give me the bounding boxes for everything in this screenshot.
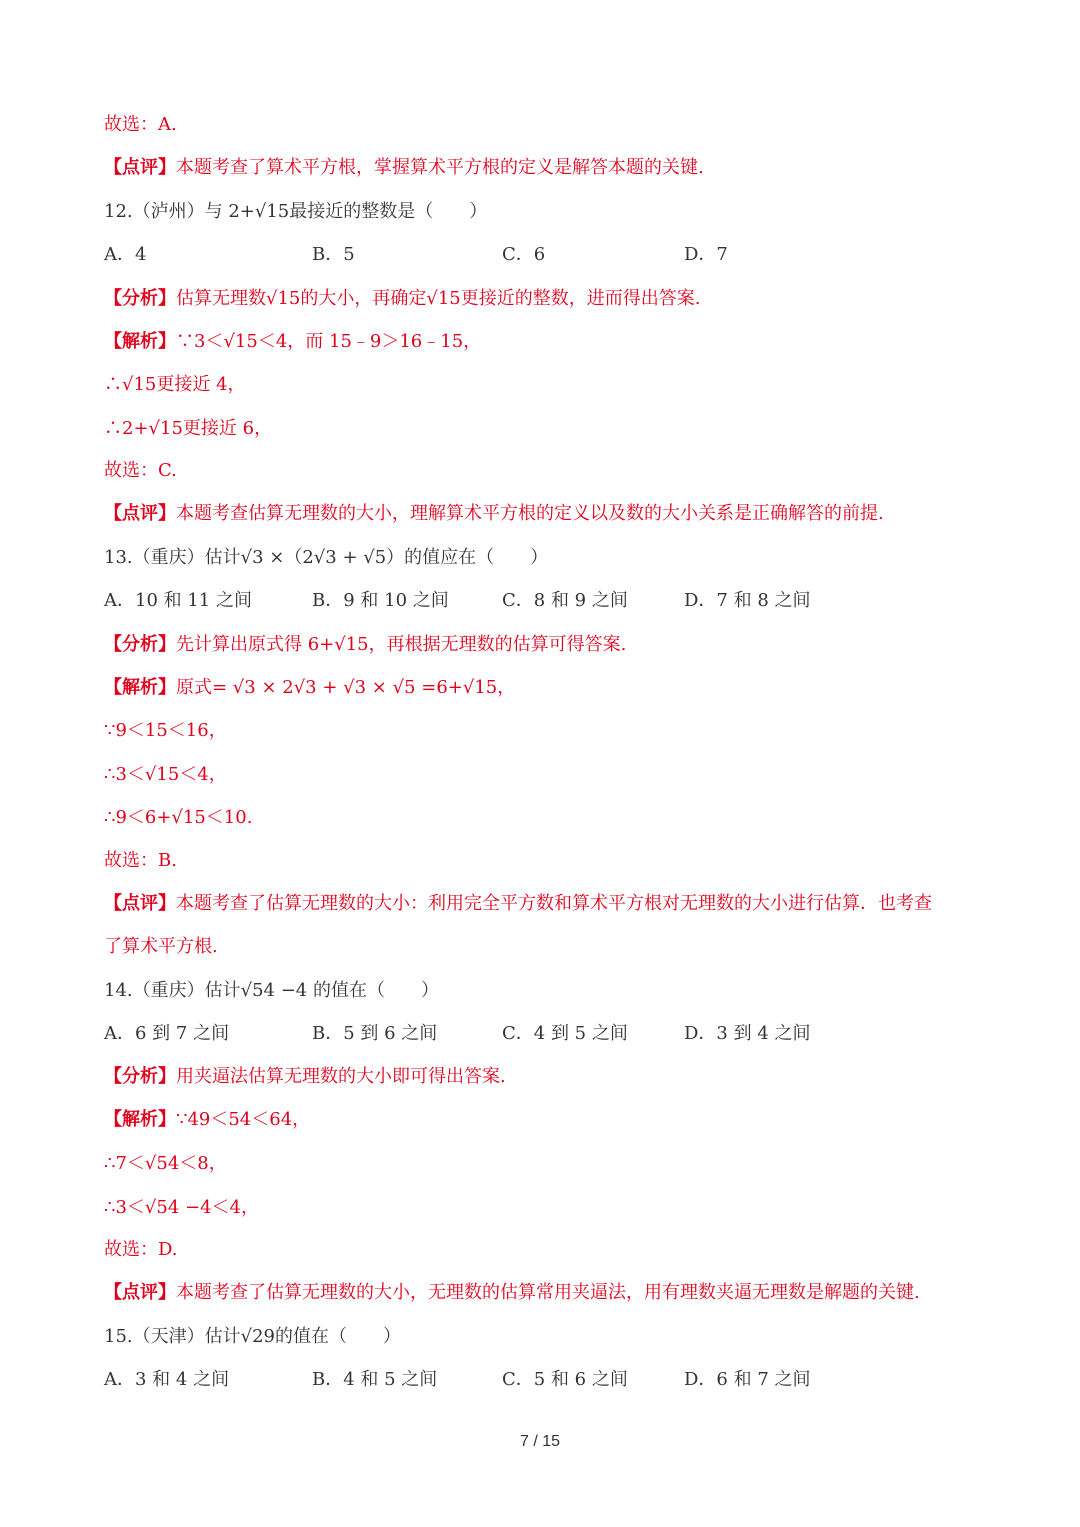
option-a: A．6 到 7 之间 (104, 1023, 230, 1044)
option-b: B．4 和 5 之间 (312, 1369, 438, 1390)
option-c: C．5 和 6 之间 (502, 1369, 628, 1390)
solution-step: ∴√15更接近 4， (104, 374, 246, 395)
analysis-tag: 【分析】 (104, 288, 176, 309)
option-c: C．6 (502, 244, 546, 265)
solution-step: ∵9＜15＜16， (104, 720, 227, 741)
solution-text: 原式= √3 × 2√3 + √3 × √5 =6+√15， (176, 677, 516, 698)
option-c: C．8 和 9 之间 (502, 590, 628, 611)
solution-step: ∴3＜√54 −4＜4， (104, 1197, 259, 1218)
option-a: A．10 和 11 之间 (104, 590, 252, 611)
comment-continuation: 了算术平方根. (104, 936, 218, 957)
analysis-line (104, 632, 626, 658)
comment-line (104, 155, 704, 181)
solution-tag: 【解析】 (104, 331, 176, 352)
comment-text: 本题考查了估算无理数的大小：利用完全平方数和算术平方根对无理数的大小进行估算．也考查 (176, 893, 932, 914)
solution-step: ∴3＜√15＜4， (104, 764, 227, 785)
solution-text: ∵3＜√15＜4，而 15﹣9＞16﹣15， (176, 331, 482, 352)
option-b: B．9 和 10 之间 (312, 590, 449, 611)
question-12: 12.（泸州）与 2+√15最接近的整数是（ ） (104, 201, 488, 222)
answer-line: 故选：A. (104, 114, 177, 135)
comment-line (104, 501, 884, 527)
analysis-line (104, 286, 700, 312)
solution-step: ∴7＜√54＜8， (104, 1153, 227, 1174)
solution-step: ∴2+√15更接近 6， (104, 418, 273, 439)
solution-line (104, 1107, 310, 1133)
analysis-text: 先计算出原式得 6+√15，再根据无理数的估算可得答案. (176, 634, 627, 655)
comment-line (104, 891, 932, 917)
solution-text: ∵49＜54＜64， (176, 1109, 311, 1130)
solution-step: ∴9＜6+√15＜10. (104, 807, 253, 828)
option-a: A．4 (104, 244, 147, 265)
analysis-tag: 【分析】 (104, 634, 176, 655)
analysis-text: 用夹逼法估算无理数的大小即可得出答案. (176, 1066, 506, 1087)
option-b: B．5 到 6 之间 (312, 1023, 438, 1044)
comment-tag: 【点评】 (104, 1282, 176, 1303)
comment-text: 本题考查估算无理数的大小，理解算术平方根的定义以及数的大小关系是正确解答的前提. (176, 503, 884, 524)
comment-text: 本题考查了估算无理数的大小，无理数的估算常用夹逼法，用有理数夹逼无理数是解题的关键. (176, 1282, 920, 1303)
comment-tag: 【点评】 (104, 503, 176, 524)
page-number: 7 / 15 (519, 1433, 561, 1450)
solution-tag: 【解析】 (104, 1109, 176, 1130)
answer-line: 故选：C. (104, 460, 177, 481)
option-d: D．6 和 7 之间 (684, 1369, 811, 1390)
question-15: 15.（天津）估计√29的值在（ ） (104, 1326, 401, 1347)
analysis-text: 估算无理数√15的大小，再确定√15更接近的整数，进而得出答案. (176, 288, 701, 309)
option-a: A．3 和 4 之间 (104, 1369, 230, 1390)
option-d: D．7 和 8 之间 (684, 590, 811, 611)
comment-text: 本题考查了算术平方根，掌握算术平方根的定义是解答本题的关键. (176, 157, 704, 178)
option-d: D．3 到 4 之间 (684, 1023, 811, 1044)
answer-line: 故选：D. (104, 1239, 178, 1260)
solution-line (104, 675, 515, 701)
solution-tag: 【解析】 (104, 677, 176, 698)
comment-line (104, 1280, 920, 1306)
analysis-line (104, 1064, 506, 1090)
option-c: C．4 到 5 之间 (502, 1023, 628, 1044)
option-d: D．7 (684, 244, 728, 265)
analysis-tag: 【分析】 (104, 1066, 176, 1087)
question-13: 13.（重庆）估计√3 ×（2√3 + √5）的值应在（ ） (104, 547, 549, 568)
question-14: 14.（重庆）估计√54 −4 的值在（ ） (104, 980, 439, 1001)
comment-tag: 【点评】 (104, 893, 176, 914)
option-b: B．5 (312, 244, 355, 265)
solution-line (104, 329, 481, 355)
answer-line: 故选：B. (104, 850, 177, 871)
comment-tag: 【点评】 (104, 157, 176, 178)
